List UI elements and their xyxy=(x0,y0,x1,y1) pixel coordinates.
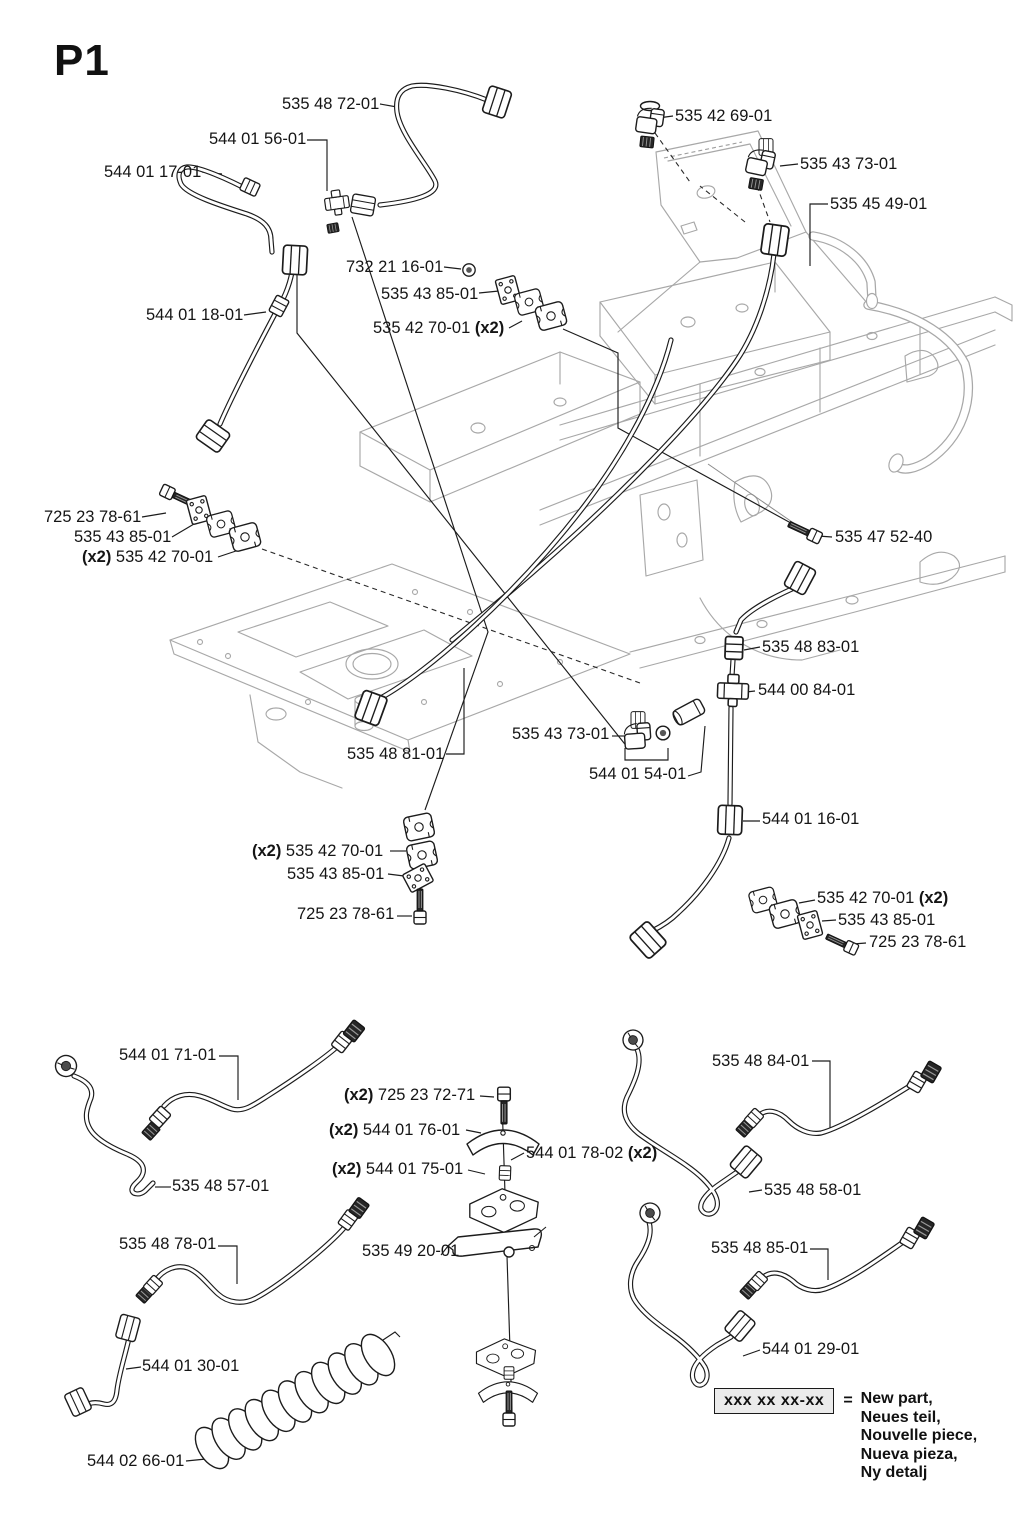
plate-535-43-85-01 xyxy=(402,863,433,892)
fitting-ferrule xyxy=(269,295,290,317)
part-label-544-01-16-01: 544 01 16-01 xyxy=(762,810,860,828)
bolt-725-23-78-61 xyxy=(824,931,859,955)
part-label-725-23-72-71: (x2) 725 23 72-71 xyxy=(344,1086,476,1104)
part-label-535-43-73-01: 535 43 73-01 xyxy=(800,155,898,173)
part-label-535-43-85-01: 535 43 85-01 xyxy=(381,285,479,303)
hose-535-48-57-01 xyxy=(74,1076,153,1194)
part-label-544-02-66-01: 544 02 66-01 xyxy=(87,1452,185,1470)
part-label-725-23-78-61: 725 23 78-61 xyxy=(44,508,142,526)
fitting-nut xyxy=(282,245,307,275)
plate-535-43-85-01 xyxy=(797,910,823,939)
elbow-535-43-73-01 xyxy=(624,712,652,750)
legend-line: New part, xyxy=(860,1390,933,1407)
part-label-535-48-58-01: 535 48 58-01 xyxy=(764,1181,862,1199)
hose-535-48-81-01 xyxy=(377,340,671,700)
part-label-535-48-57-01: 535 48 57-01 xyxy=(172,1177,270,1195)
eye-fitting xyxy=(638,1201,662,1225)
page-title: P1 xyxy=(54,36,110,85)
pipe-544-01-30-01 xyxy=(85,1338,129,1406)
new-part-legend xyxy=(714,1388,977,1483)
fitting-nut xyxy=(195,419,231,454)
part-label-535-43-85-01: 535 43 85-01 xyxy=(287,865,385,883)
chassis-frame xyxy=(170,131,1012,788)
fitting-nut-535-45-49 xyxy=(761,223,790,256)
block-clamp-544-01-75-01 xyxy=(470,1189,538,1233)
ferrule-535-48-83-01 xyxy=(725,636,743,659)
bolt xyxy=(503,1391,515,1426)
legend-translations xyxy=(861,1390,978,1483)
legend-line: Nueva pieza, xyxy=(860,1445,958,1463)
hose-535-48-72-01 xyxy=(380,85,487,205)
legend-line: Neues teil, xyxy=(860,1408,941,1426)
part-label-535-42-70-01: 535 42 70-01 (x2) xyxy=(817,889,949,907)
part-label-544-01-54-01: 544 01 54-01 xyxy=(589,765,687,783)
part-label-535-42-70-01: 535 42 70-01 (x2) xyxy=(373,319,505,337)
part-label-535-47-52-40: 535 47 52-40 xyxy=(835,528,933,546)
legend-line: Ny detalj xyxy=(860,1464,928,1481)
part-label-544-01-78-02: 544 01 78-02 (x2) xyxy=(526,1144,658,1162)
washer-732-21-16-01 xyxy=(463,264,475,276)
clamp-535-42-70-01 xyxy=(403,812,435,841)
legend-line: Nouvelle piece, xyxy=(860,1427,978,1444)
part-label-544-01-75-01: (x2) 544 01 75-01 xyxy=(332,1160,464,1178)
part-label-544-01-29-01: 544 01 29-01 xyxy=(762,1340,860,1358)
part-label-535-42-70-01: (x2) 535 42 70-01 xyxy=(82,548,214,566)
fitting-nut xyxy=(350,194,376,217)
fitting-nut xyxy=(115,1314,141,1342)
part-label-544-00-84-01: 544 00 84-01 xyxy=(758,681,856,699)
part-label-535-48-78-01: 535 48 78-01 xyxy=(119,1235,217,1253)
spacer-544-01-78-02 xyxy=(499,1166,511,1181)
pipe-544-01-18-01 xyxy=(220,272,292,424)
bolt-725-23-78-61 xyxy=(414,889,426,924)
hose-535-48-58-01 xyxy=(624,1049,737,1214)
part-label-732-21-16-01: 732 21 16-01 xyxy=(346,258,444,276)
part-label-535-43-85-01: 535 43 85-01 xyxy=(838,911,936,929)
part-label-535-48-72-01: 535 48 72-01 xyxy=(282,95,380,113)
part-label-725-23-78-61: 725 23 78-61 xyxy=(297,905,395,923)
part-label-544-01-17-01: 544 01 17-01 xyxy=(104,163,202,181)
part-label-544-01-76-01: (x2) 544 01 76-01 xyxy=(329,1121,461,1139)
spacer xyxy=(504,1367,514,1380)
part-label-535-48-83-01: 535 48 83-01 xyxy=(762,638,860,656)
spacer-544-01-54-01 xyxy=(671,698,706,727)
fitting-nut xyxy=(482,85,512,118)
hose-535-48-84-01 xyxy=(757,1084,913,1133)
fittings xyxy=(159,85,859,959)
elbow-535-43-73-01 xyxy=(745,139,776,191)
part-label-535-49-20-01: 535 49 20-01 xyxy=(362,1242,460,1260)
legend-equals-sign: = xyxy=(843,1392,853,1409)
tee-544-00-84-01 xyxy=(717,674,749,707)
part-label-544-01-30-01: 544 01 30-01 xyxy=(142,1357,240,1375)
tee-fitting-544-01-56-01 xyxy=(323,189,350,217)
fitting-threaded-end xyxy=(327,223,340,234)
part-label-535-43-85-01: 535 43 85-01 xyxy=(74,528,172,546)
coil-hose-544-02-66-01 xyxy=(189,1329,402,1475)
hose-535-45-49-01 xyxy=(452,254,774,640)
eye-fitting xyxy=(621,1028,645,1052)
nut-544-01-16-01 xyxy=(718,805,743,835)
legend-part-number-box: xxx xx xx-xx xyxy=(714,1388,834,1414)
part-label-535-48-81-01: 535 48 81-01 xyxy=(347,745,445,763)
bolt-535-47-52-40 xyxy=(786,519,823,545)
fitting-nut xyxy=(64,1387,92,1417)
washer xyxy=(656,726,670,740)
part-label-535-48-85-01: 535 48 85-01 xyxy=(711,1239,809,1257)
part-label-535-45-49-01: 535 45 49-01 xyxy=(830,195,928,213)
part-label-544-01-56-01: 544 01 56-01 xyxy=(209,130,307,148)
part-label-725-23-78-61: 725 23 78-61 xyxy=(869,933,967,951)
part-label-544-01-18-01: 544 01 18-01 xyxy=(146,306,244,324)
part-label-535-42-69-01: 535 42 69-01 xyxy=(675,107,773,125)
part-label-535-42-70-01: (x2) 535 42 70-01 xyxy=(252,842,384,860)
part-label-535-43-73-01: 535 43 73-01 xyxy=(512,725,610,743)
fitting-ferrule xyxy=(239,177,260,196)
bolt-725-23-72-71 xyxy=(498,1087,511,1124)
part-label-544-01-71-01: 544 01 71-01 xyxy=(119,1046,217,1064)
part-label-535-48-84-01: 535 48 84-01 xyxy=(712,1052,810,1070)
